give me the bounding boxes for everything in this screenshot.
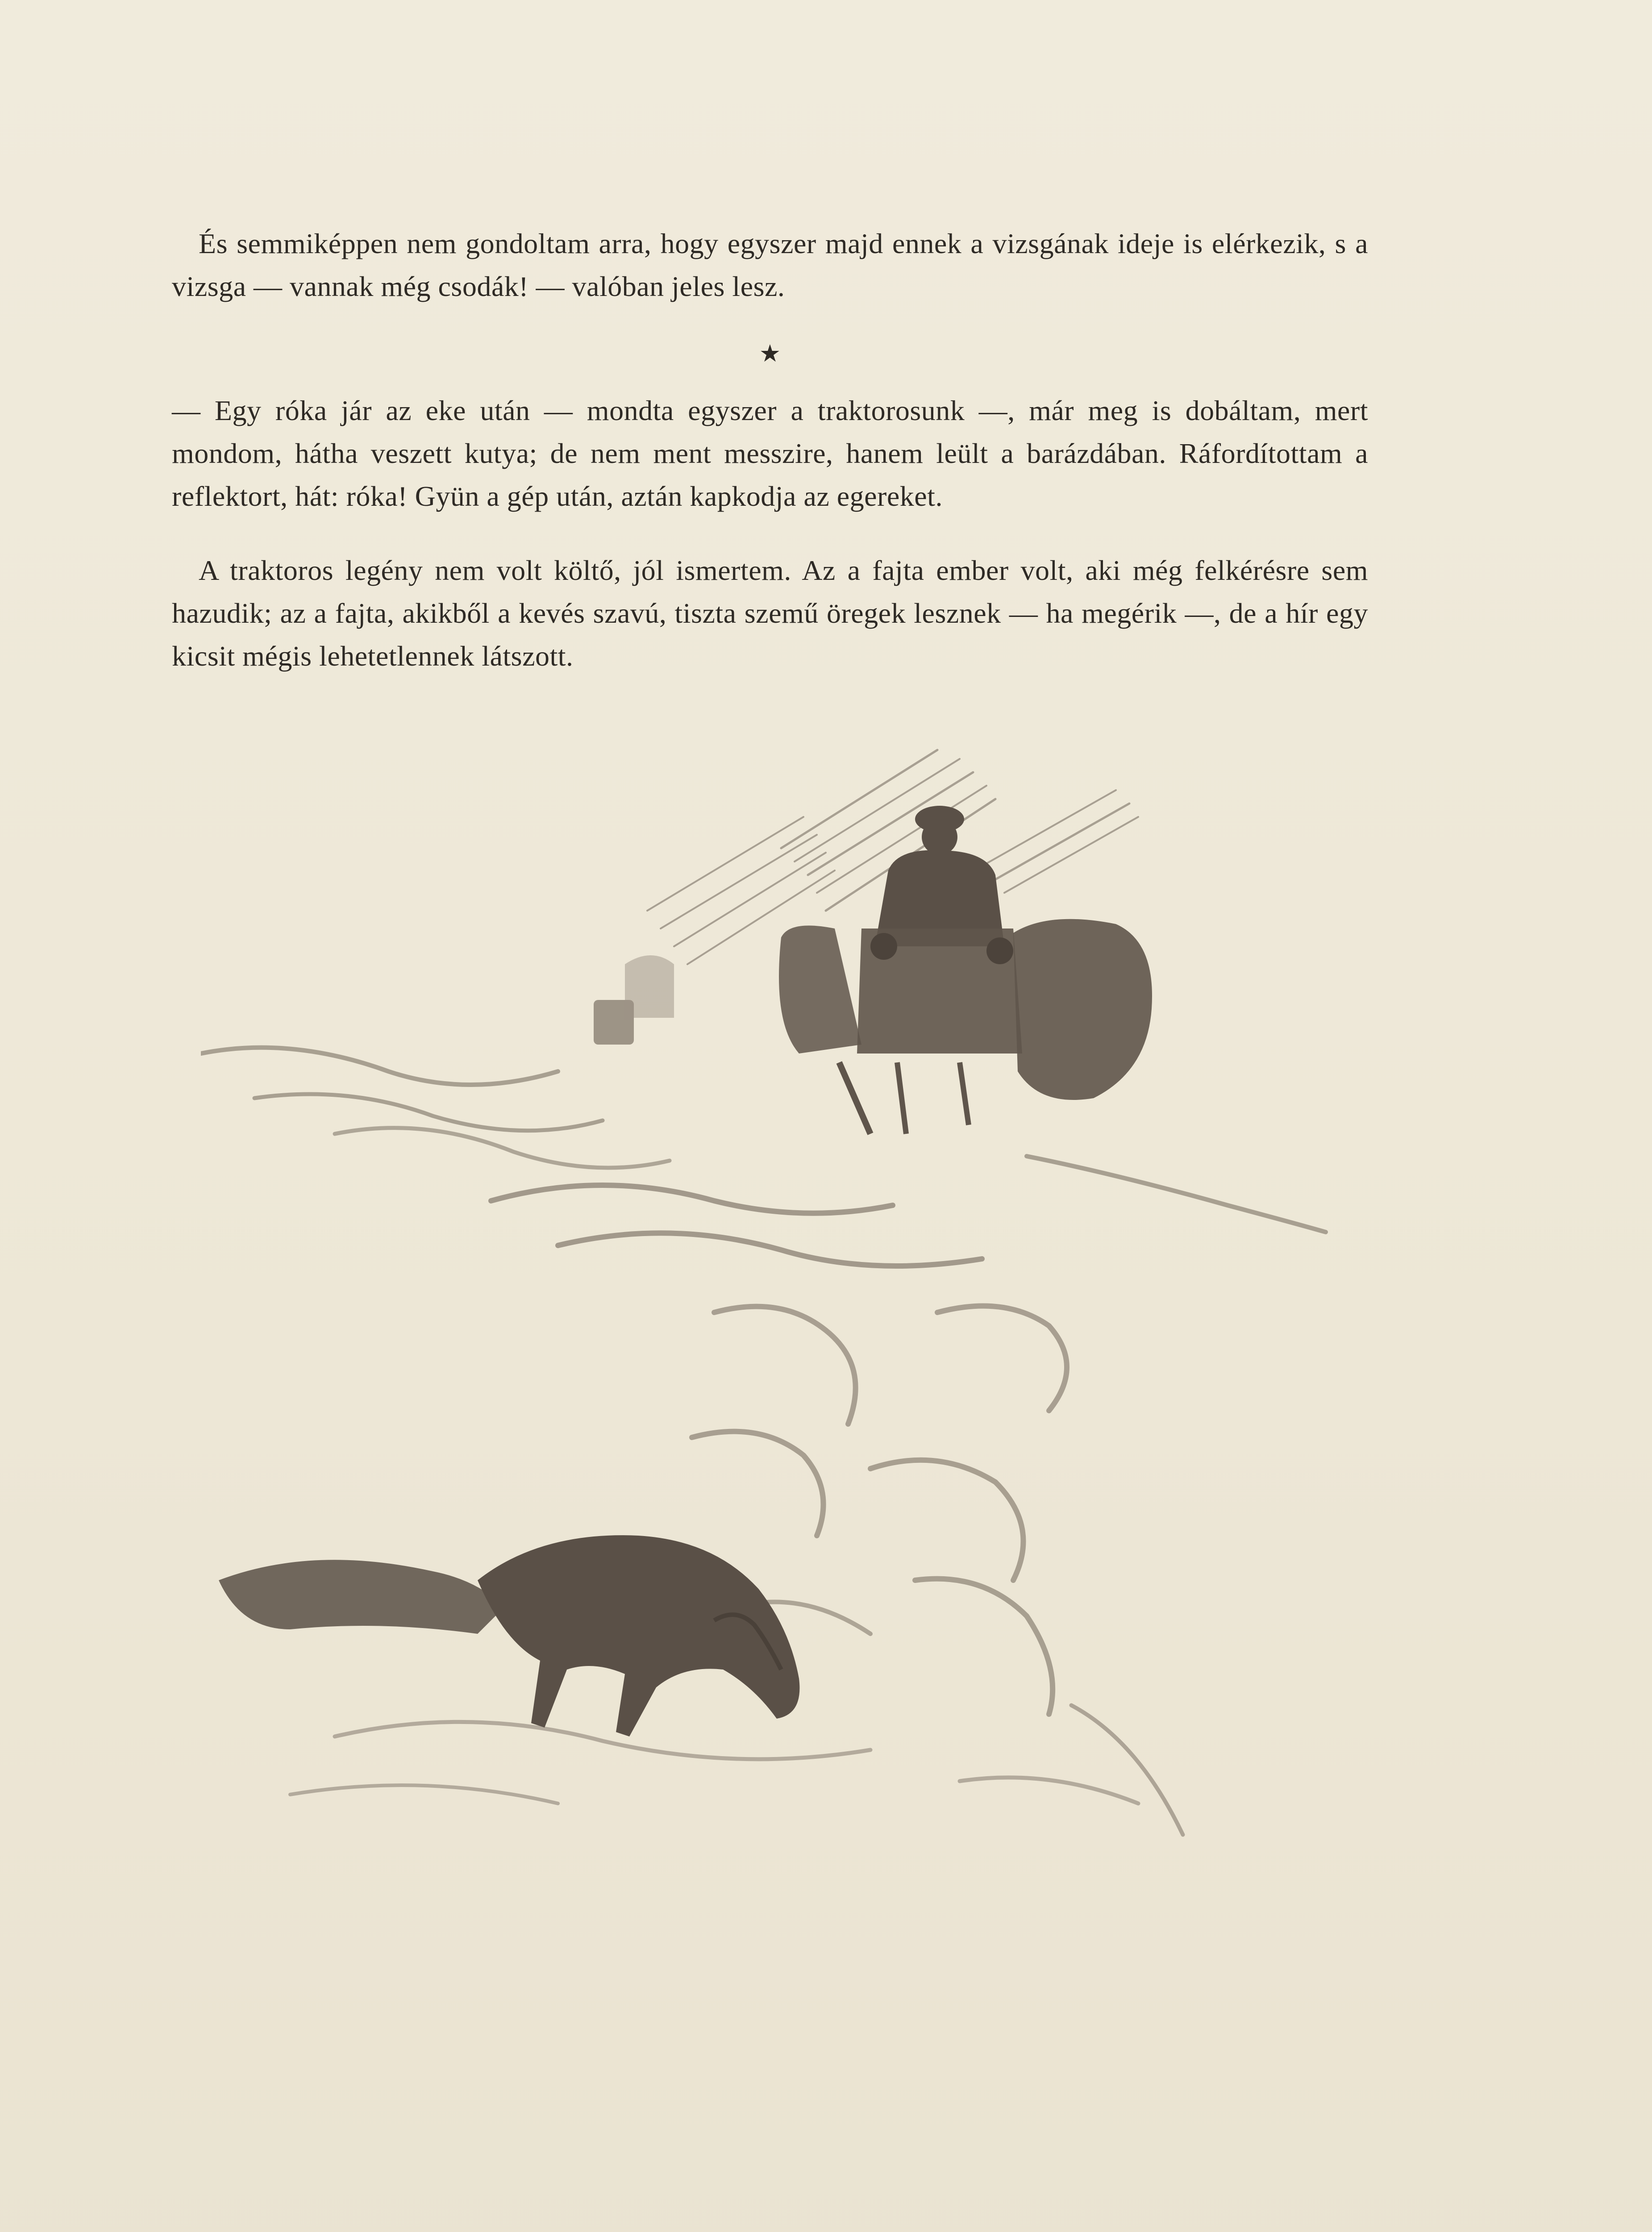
sketch-drawing bbox=[201, 732, 1361, 1902]
furrow-strokes bbox=[201, 1048, 1326, 1835]
paragraph-text: — Egy róka jár az eke után — mondta egyszer a traktorosunk —, már meg is dobáltam, mert mondom, hátha veszett kutya; de nem ment messzire, hanem leült a barázdában. Ráfordítottam a reflektort, hát: róka! Gyün a gép után, aztán kapkodja az egereket. bbox=[172, 395, 1368, 512]
distant-field-shapes bbox=[594, 955, 674, 1045]
paragraph-intro bbox=[172, 222, 1368, 308]
tractor-driver-figure bbox=[875, 806, 1004, 946]
paragraph-text: A traktoros legény nem volt költő, jól ismertem. Az a fajta ember volt, aki még felkérésre sem hazudik; az a fajta, akikből a kevés szavú, tiszta szemű öregek lesznek — ha megérik —, de a hír egy kicsit mégis lehetetlennek látszott. bbox=[172, 554, 1368, 672]
section-separator-star: ★ bbox=[759, 340, 781, 367]
tractor-fox-illustration bbox=[201, 732, 1361, 1902]
tractor-body bbox=[779, 919, 1152, 1134]
paragraph-narration bbox=[172, 549, 1368, 678]
paragraph-dialogue bbox=[172, 389, 1368, 518]
fox-figure bbox=[219, 1535, 799, 1736]
paragraph-text: És semmiképpen nem gondoltam arra, hogy egyszer majd ennek a vizsgának ideje is elérkezik, s a vizsga — vannak még csodák! — valóban jeles lesz. bbox=[172, 228, 1368, 302]
